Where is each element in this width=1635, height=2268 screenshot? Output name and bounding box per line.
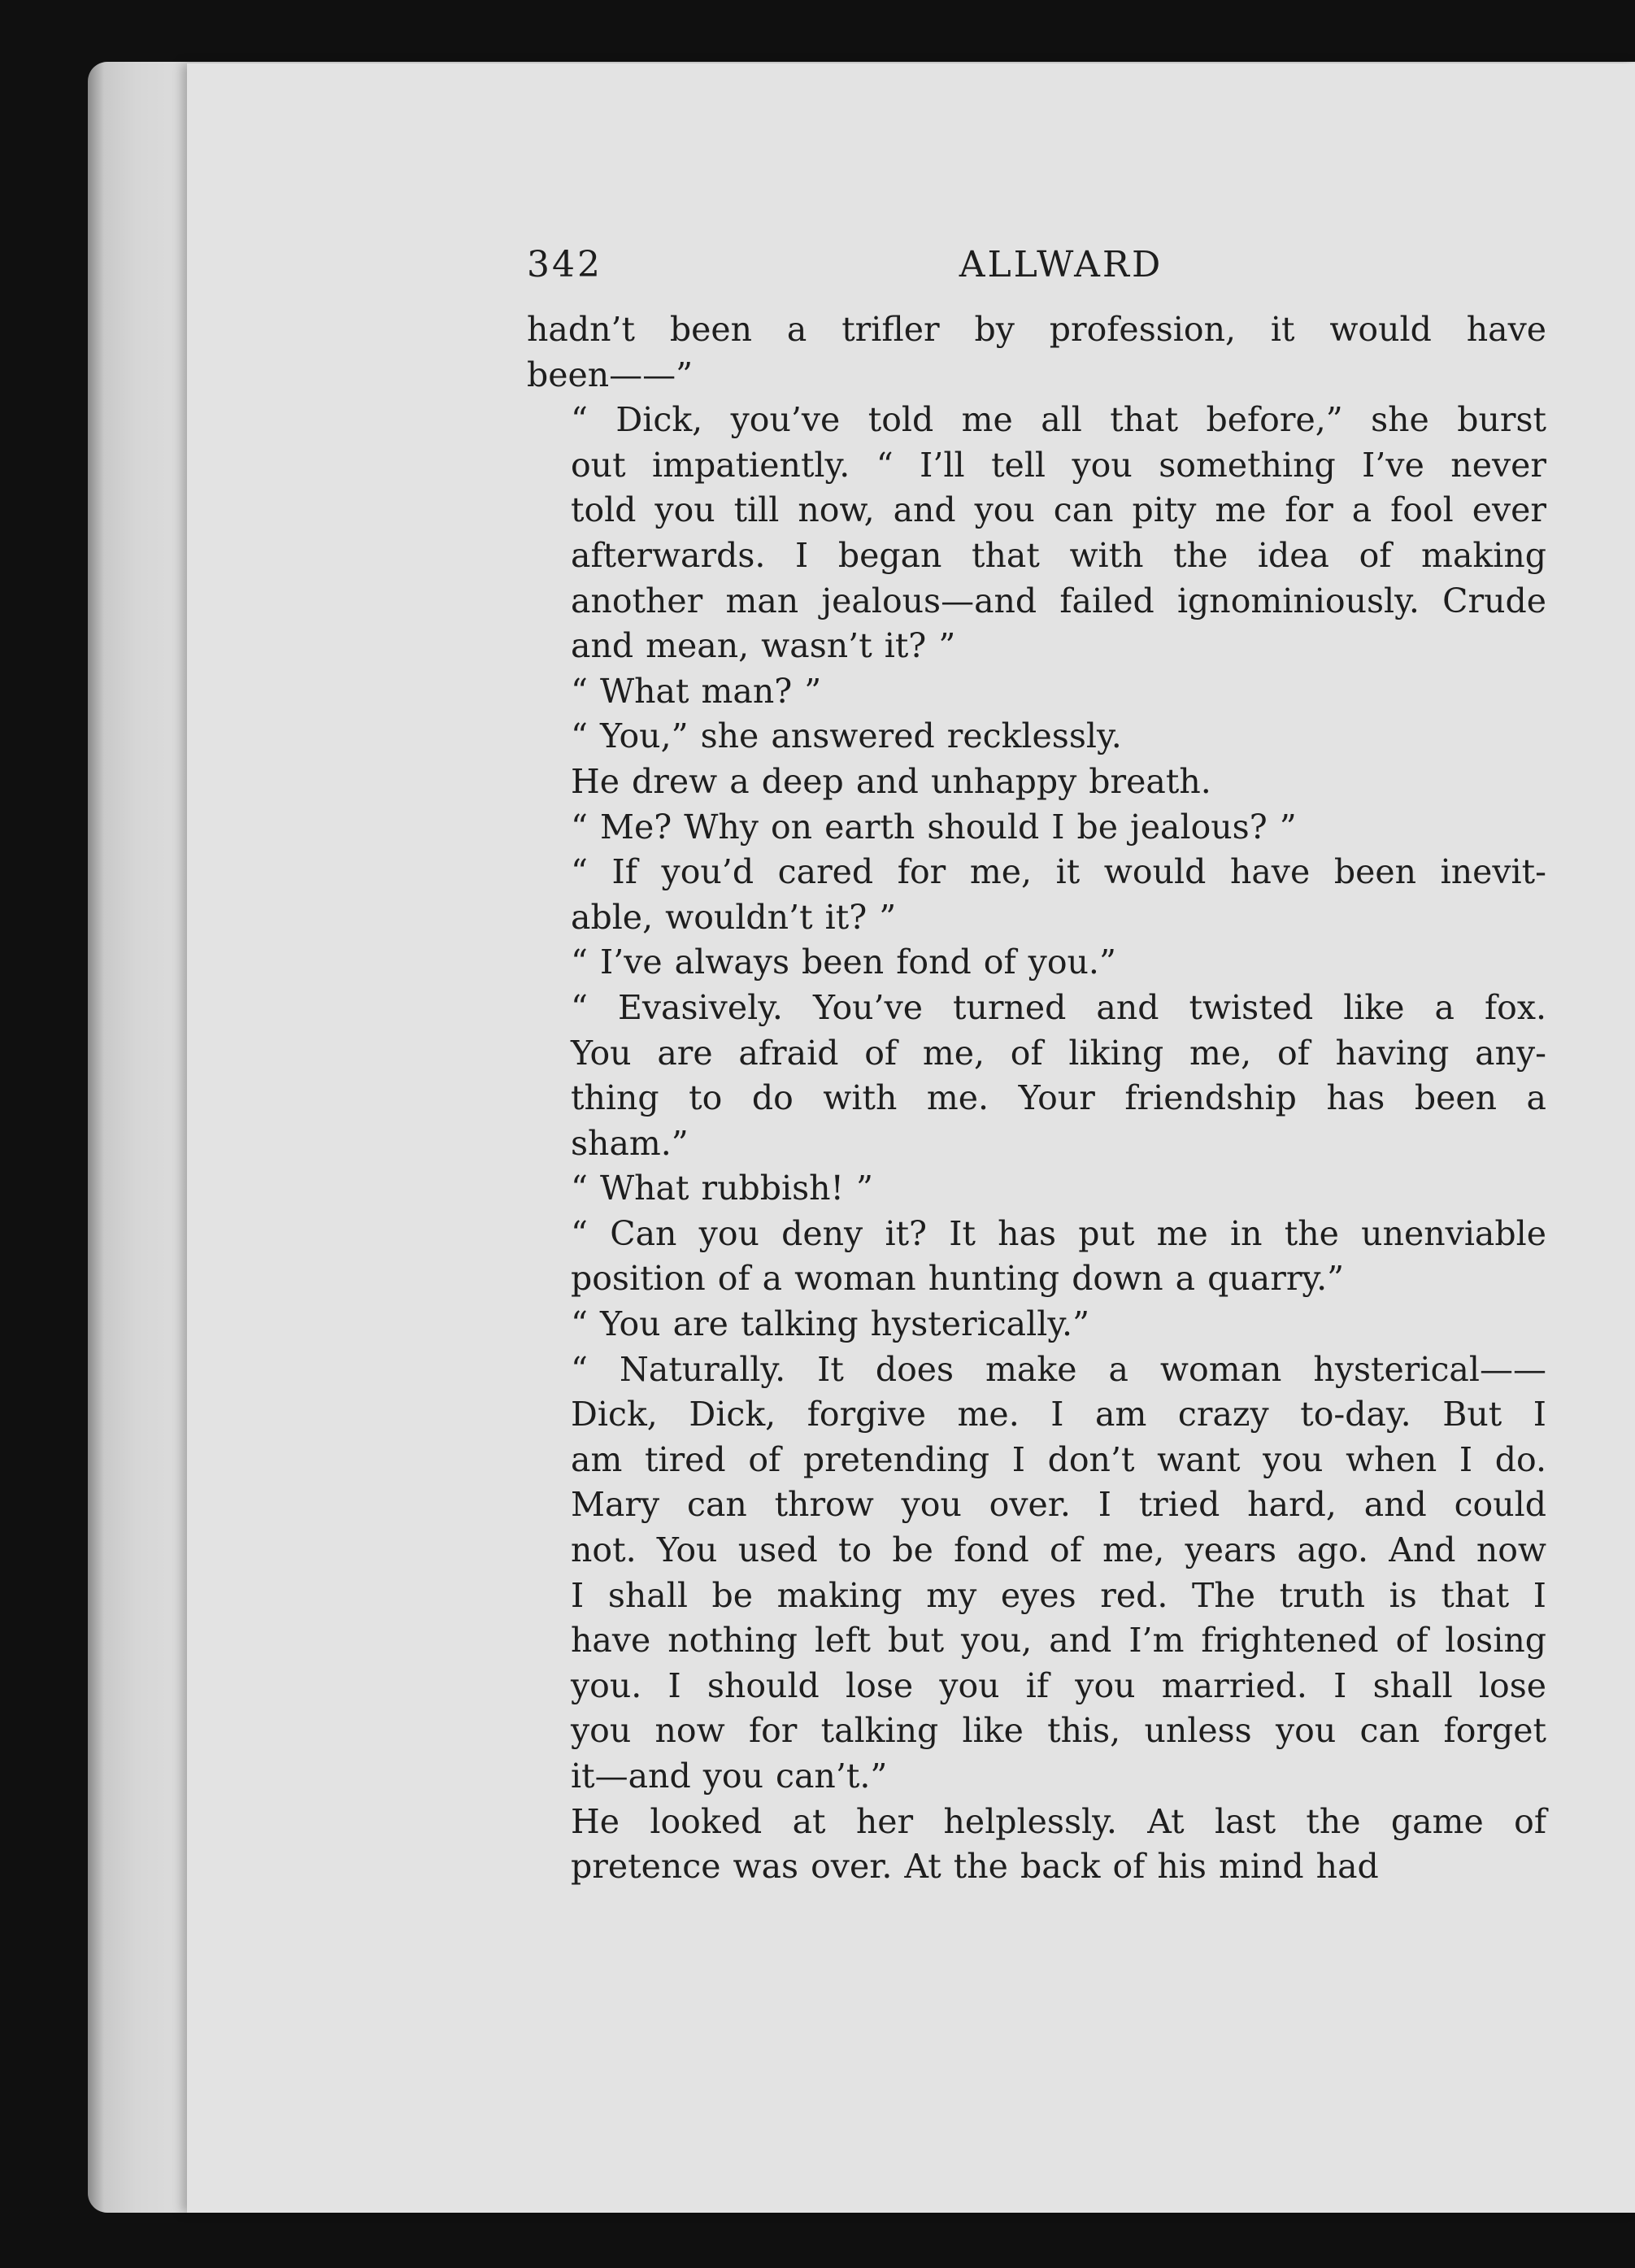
text-line: not. You used to be fond of me, years ago. And now [571,1530,1546,1570]
text-line: sham.” [571,1123,689,1163]
paragraph [527,714,1546,760]
text-line: you. I should lose you if you married. I shall lose [571,1665,1546,1705]
text-line: “ Can you deny it? It has put me in the unenviable [571,1213,1546,1253]
text-line: “ What rubbish! ” [571,1169,874,1208]
paragraph [527,307,1546,398]
text-line: Mary can throw you over. I tried hard, and could [571,1485,1546,1525]
paragraph [527,850,1546,940]
paragraph [527,669,1546,715]
text-line: hadn’t been a trifler by profession, it would have [527,310,1546,349]
paragraph [527,1800,1546,1890]
text-line: “ If you’d cared for me, it would have been inevit- [571,852,1546,892]
text-line: Dick, Dick, forgive me. I am crazy to-day. But I [571,1395,1546,1434]
page-number: 342 [527,244,602,285]
text-line: and mean, wasn’t it? ” [571,626,956,666]
paragraph [527,1302,1546,1347]
text-line: it—and you can’t.” [571,1757,888,1796]
body-text [527,307,1546,1890]
text-line: “ I’ve always been fond of you.” [571,942,1116,982]
text-line: able, wouldn’t it? ” [571,897,897,937]
paragraph [527,986,1546,1166]
paragraph [527,1212,1546,1302]
text-line: afterwards. I began that with the idea of making [571,535,1546,575]
text-line: thing to do with me. Your friendship has been a [571,1078,1546,1118]
text-line: position of a woman hunting down a quarry.” [571,1259,1345,1299]
text-line: out impatiently. “ I’ll tell you something I’ve never [571,445,1546,485]
text-line: “ Dick, you’ve told me all that before,” she burst [571,400,1546,440]
text-line: “ You are talking hysterically.” [571,1304,1090,1344]
paragraph [527,1166,1546,1212]
text-line: am tired of pretending I don’t want you when I do. [571,1439,1546,1479]
page-content [527,244,1546,1890]
paragraph [527,1347,1546,1800]
text-line: told you till now, and you can pity me for a fool ever [571,490,1546,530]
paragraph [527,760,1546,805]
text-line: You are afraid of me, of liking me, of having any- [571,1033,1546,1073]
text-line: you now for talking like this, unless you can forget [571,1711,1546,1751]
text-line: “ Me? Why on earth should I be jealous? ” [571,807,1297,847]
running-head [527,244,1546,307]
text-line: another man jealous—and failed ignominiously. Crude [571,581,1546,620]
text-line: “ Evasively. You’ve turned and twisted like a fox. [571,987,1546,1027]
text-line: have nothing left but you, and I’m frightened of losing [571,1621,1546,1661]
text-line: been——” [527,355,694,394]
text-line: “ You,” she answered recklessly. [571,716,1122,756]
paragraph [527,805,1546,851]
text-line: I shall be making my eyes red. The truth is that I [571,1575,1546,1615]
text-line: He drew a deep and unhappy breath. [571,761,1211,801]
running-title: ALLWARD [959,244,1163,285]
text-line: “ Naturally. It does make a woman hysterical—— [571,1349,1546,1389]
text-line: He looked at her helplessly. At last the game of [571,1801,1546,1841]
text-line: “ What man? ” [571,671,822,711]
paragraph [527,398,1546,669]
paragraph [527,940,1546,986]
text-line: pretence was over. At the back of his mind had [571,1847,1379,1887]
